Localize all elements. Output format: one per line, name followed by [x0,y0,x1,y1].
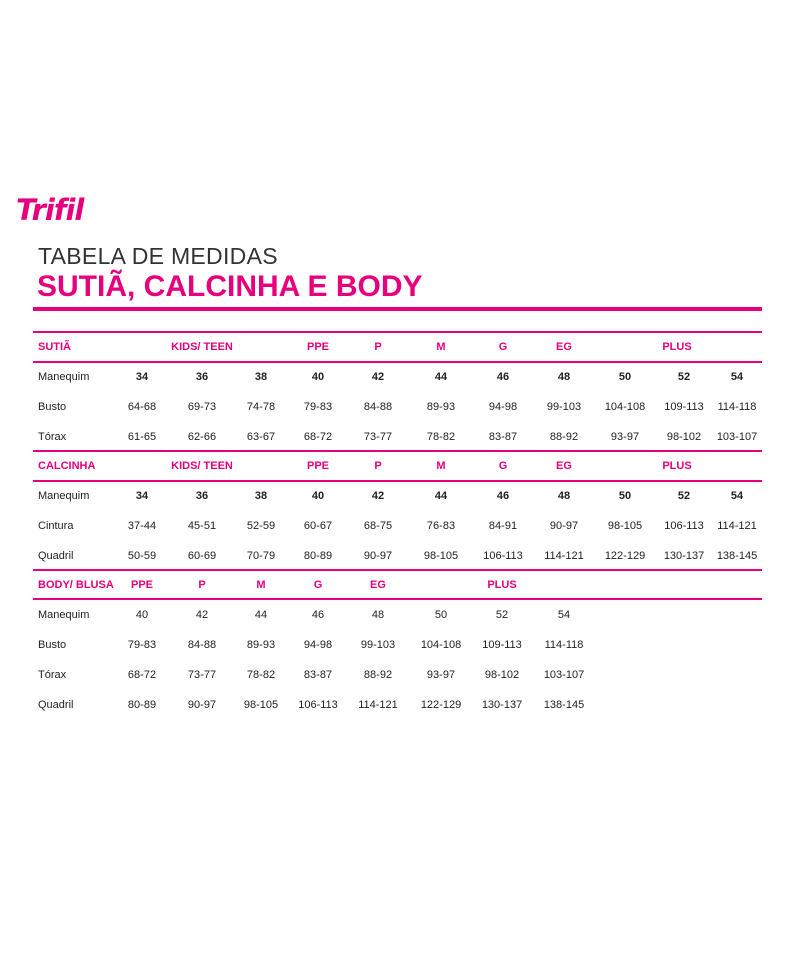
table-cell: 130-137 [481,699,523,711]
size-group-header: EG [370,579,386,591]
table-row [0,541,800,571]
size-group-header: G [498,460,508,472]
table-cell: 109-113 [482,639,522,651]
row-label: Cintura [38,520,74,532]
table-cell: 52-59 [246,520,276,532]
table-cell: 98-102 [484,669,520,681]
table-cell: 138-145 [716,550,758,562]
table-row [0,511,800,541]
table-cell: 46 [496,371,510,383]
table-cell: 106-113 [298,699,338,711]
table-cell: 54 [557,609,571,621]
table-cell: 84-91 [488,520,518,532]
size-group-header: PLUS [662,341,692,353]
table-row [0,630,800,660]
table-cell: 93-97 [610,431,640,443]
size-group-header: P [198,579,206,591]
table-cell: 42 [195,609,209,621]
table-cell: 50 [618,490,632,502]
size-group-header: G [498,341,508,353]
table-cell: 114-118 [544,639,584,651]
table-cell: 44 [434,490,448,502]
table-cell: 98-102 [666,431,702,443]
table-row [0,690,800,720]
table-cell: 104-108 [604,401,646,413]
row-label: Manequim [38,490,90,502]
table-cell: 74-78 [246,401,276,413]
table-cell: 50 [434,609,448,621]
table-row [0,392,800,422]
row-label: Busto [38,639,67,651]
size-group-header: M [256,579,266,591]
table-cell: 73-77 [187,669,217,681]
table-cell: 68-72 [303,431,333,443]
table-cell: 94-98 [303,639,333,651]
table-cell: 46 [496,490,510,502]
table-cell: 52 [677,490,691,502]
table-cell: 88-92 [549,431,579,443]
table-cell: 76-83 [426,520,456,532]
table-row [0,660,800,690]
page-title: SUTIÃ, CALCINHA E BODY [37,270,423,303]
table-cell: 42 [371,490,385,502]
row-label: Busto [38,401,67,413]
table-cell: 90-97 [187,699,217,711]
table-cell: 89-93 [426,401,456,413]
table-cell: 52 [495,609,509,621]
table-cell: 63-67 [246,431,276,443]
size-group-header: G [313,579,323,591]
table-cell: 45-51 [187,520,217,532]
table-cell: 37-44 [127,520,157,532]
size-group-header: PLUS [662,460,692,472]
table-cell: 38 [254,490,268,502]
table-cell: 60-67 [303,520,333,532]
table-cell: 84-88 [363,401,393,413]
table-cell: 103-107 [543,669,585,681]
size-group-header: KIDS/ TEEN [171,341,233,353]
table-cell: 62-66 [187,431,217,443]
table-cell: 99-103 [546,401,582,413]
table-cell: 36 [195,371,209,383]
table-cell: 83-87 [488,431,518,443]
table-cell: 90-97 [549,520,579,532]
table-cell: 114-121 [544,550,584,562]
table-cell: 36 [195,490,209,502]
row-label: Tórax [38,431,67,443]
table-cell: 38 [254,371,268,383]
table-cell: 79-83 [303,401,333,413]
table-cell: 104-108 [420,639,462,651]
table-cell: 50-59 [127,550,157,562]
table-cell: 89-93 [246,639,276,651]
table-cell: 73-77 [363,431,393,443]
section-title: BODY/ BLUSA [38,579,114,591]
table-cell: 34 [135,490,149,502]
table-row [0,481,800,511]
table-cell: 48 [371,609,385,621]
table-row [0,600,800,630]
table-cell: 114-118 [717,401,757,413]
table-cell: 93-97 [426,669,456,681]
table-cell: 61-65 [127,431,157,443]
size-group-header: M [436,341,446,353]
table-cell: 84-88 [187,639,217,651]
table-cell: 98-105 [243,699,279,711]
table-cell: 98-105 [607,520,643,532]
row-label: Quadril [38,550,74,562]
table-cell: 99-103 [360,639,396,651]
size-group-header: EG [556,460,572,472]
table-cell: 69-73 [187,401,217,413]
table-cell: 83-87 [303,669,333,681]
row-label: Tórax [38,669,67,681]
table-cell: 78-82 [246,669,276,681]
table-cell: 42 [371,371,385,383]
table-cell: 70-79 [246,550,276,562]
section-header-sutia [0,332,800,362]
table-row [0,422,800,452]
table-cell: 40 [311,490,325,502]
size-group-header: EG [556,341,572,353]
table-cell: 114-121 [717,520,757,532]
table-cell: 80-89 [127,699,157,711]
table-cell: 106-113 [483,550,523,562]
row-label: Manequim [38,609,90,621]
table-cell: 52 [677,371,691,383]
row-label: Quadril [38,699,74,711]
table-cell: 98-105 [423,550,459,562]
table-cell: 79-83 [127,639,157,651]
size-group-header: PPE [306,341,329,353]
section-title: CALCINHA [38,460,96,472]
size-group-header: M [436,460,446,472]
section-title: SUTIÃ [38,341,71,353]
table-cell: 88-92 [363,669,393,681]
table-cell: 130-137 [663,550,705,562]
table-cell: 90-97 [363,550,393,562]
table-cell: 34 [135,371,149,383]
table-cell: 109-113 [664,401,704,413]
table-cell: 80-89 [303,550,333,562]
table-cell: 64-68 [127,401,157,413]
size-group-header: PPE [306,460,329,472]
table-cell: 40 [311,371,325,383]
table-cell: 114-121 [358,699,398,711]
table-cell: 44 [434,371,448,383]
table-cell: 94-98 [488,401,518,413]
table-cell: 50 [618,371,632,383]
brand-logo: Trifil [16,193,84,227]
table-cell: 138-145 [543,699,585,711]
table-cell: 78-82 [426,431,456,443]
table-cell: 68-72 [127,669,157,681]
table-cell: 106-113 [664,520,704,532]
table-cell: 122-129 [420,699,462,711]
table-cell: 68-75 [363,520,393,532]
row-label: Manequim [38,371,90,383]
table-cell: 40 [135,609,149,621]
size-group-header: KIDS/ TEEN [171,460,233,472]
section-header-calcinha [0,451,800,481]
size-group-header: P [374,341,382,353]
title-divider [33,307,762,311]
section-header-body [0,570,800,600]
table-row [0,362,800,392]
table-cell: 54 [730,371,744,383]
table-cell: 44 [254,609,268,621]
table-cell: 48 [557,371,571,383]
size-group-header: PLUS [487,579,517,591]
table-cell: 48 [557,490,571,502]
table-cell: 103-107 [716,431,758,443]
table-cell: 60-69 [187,550,217,562]
table-cell: 46 [311,609,325,621]
table-cell: 54 [730,490,744,502]
size-group-header: P [374,460,382,472]
size-group-header: PPE [130,579,153,591]
table-cell: 122-129 [604,550,646,562]
page-subtitle: TABELA DE MEDIDAS [38,243,278,269]
